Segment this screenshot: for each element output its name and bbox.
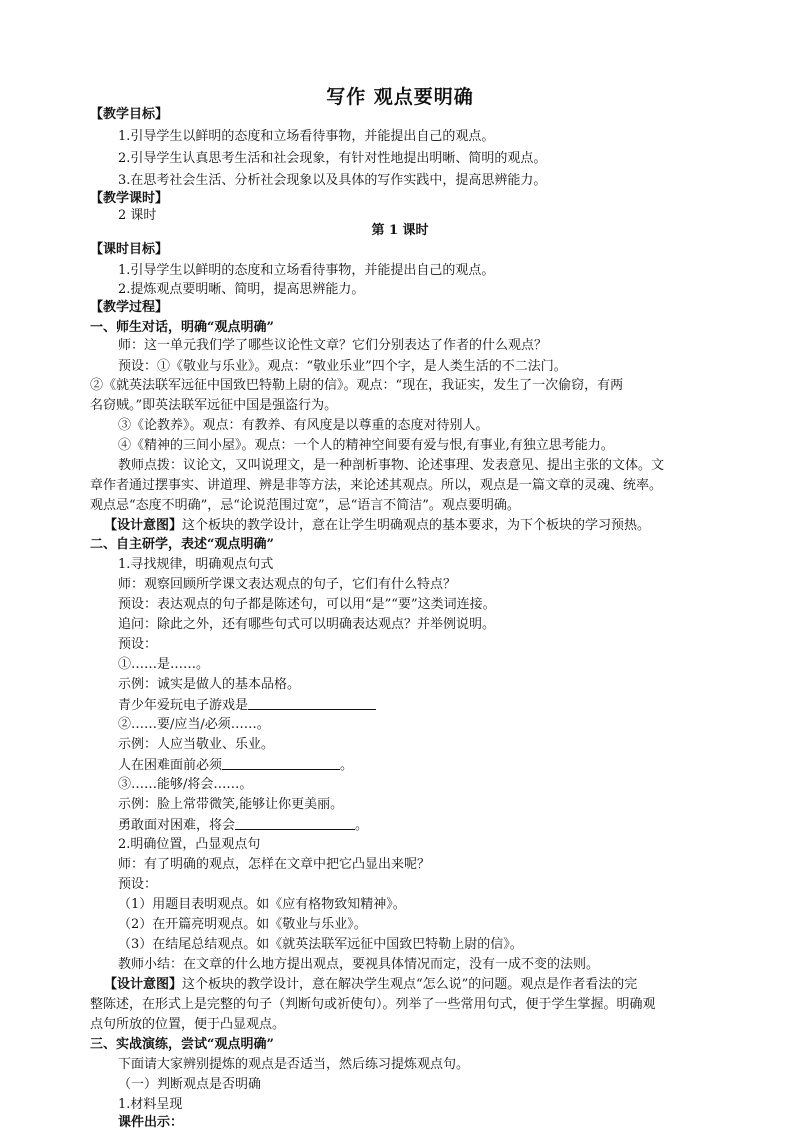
text-line: 追问：除此之外，还有哪些句式可以明确表达观点？并举例说明。	[118, 617, 496, 632]
section-heading: 二、自主研学，表述“观点明确”	[90, 537, 274, 552]
design-text: 这个板块的教学设计，意在解决学生观点“怎么说”的问题。观点是作者看法的完	[182, 977, 638, 992]
text-line: （1）用题目表明观点。如《应有格物致知精神》。	[118, 897, 406, 912]
goals-heading: 【教学目标】	[90, 107, 169, 122]
text-line: 整陈述，在形式上是完整的句子（判断句或祈使句）。列举了一些常用句式，便于学生掌握。明确观	[90, 997, 656, 1012]
design-note	[104, 975, 637, 995]
text-line: ②《就英法联军远征中国致巴特勒上尉的信》。观点：“现在，我证实，发生了一次偷窃，有两	[90, 378, 624, 393]
fill-in-prefix: 青少年爱玩电子游戏是	[118, 698, 249, 713]
answer-blank	[235, 815, 355, 830]
fill-in-prefix: 人在困难面前必须	[118, 758, 223, 773]
text-line: 教师小结：在文章的什么地方提出观点，要视具体情况而定，没有一成不变的法则。	[118, 957, 600, 972]
answer-blank	[222, 755, 340, 770]
fill-in-line	[118, 755, 353, 776]
text-line: 师：有了明确的观点，怎样在文章中把它凸显出来呢？	[118, 857, 431, 872]
text-line: 下面请大家辨别提炼的观点是否适当，然后练习提炼观点句。	[118, 1057, 470, 1072]
lesson-goal-item: 1.引导学生以鲜明的态度和立场看待事物，并能提出自己的观点。	[118, 263, 495, 278]
text-line: 章作者通过摆事实、讲道理、辨是非等方法，来论述其观点。所以，观点是一篇文章的灵魂、统率。	[90, 478, 663, 493]
text-line: （一）判断观点是否明确	[118, 1077, 262, 1092]
text-line: ④《精神的三间小屋》。观点：一个人的精神空间要有爱与恨,有事业,有独立思考能力。	[118, 438, 614, 453]
lesson-goal-item: 2.提炼观点要明晰、简明，提高思辨能力。	[118, 282, 365, 297]
hours-value: 2 课时	[118, 208, 157, 223]
section-heading: 三、实战演练，尝试“观点明确”	[90, 1037, 274, 1052]
example-line: 示例：人应当敬业、乐业。	[118, 737, 275, 752]
goal-item: 1.引导学生以鲜明的态度和立场看待事物，并能提出自己的观点。	[118, 129, 495, 144]
design-note	[104, 516, 650, 536]
goal-item: 2.引导学生认真思考生活和社会现象，有针对性地提出明晰、简明的观点。	[118, 151, 547, 166]
process-heading: 【教学过程】	[90, 300, 169, 315]
text-line: 预设：①《敬业与乐业》。观点：“敬业乐业”四个字，是人类生活的不二法门。	[118, 359, 567, 374]
document-title: 写作 观点要明确	[326, 86, 474, 108]
text-line: （2）在开篇亮明观点。如《敬业与乐业》。	[118, 917, 367, 932]
lesson-goals-heading: 【课时目标】	[90, 242, 169, 257]
text-line: 点句所放的位置，便于凸显观点。	[90, 1017, 286, 1032]
text-line: 预设：	[118, 877, 158, 892]
text-line: （3）在结尾总结观点。如《就英法联军远征中国致巴特勒上尉的信》。	[118, 937, 523, 952]
text-line: 师：这一单元我们学了哪些议论性文章？它们分别表达了作者的什么观点？	[118, 338, 548, 353]
section-heading: 一、师生对话，明确“观点明确”	[90, 320, 274, 335]
answer-blank	[248, 695, 376, 710]
design-label: 【设计意图】	[104, 977, 183, 992]
sentence-pattern: ①……是……。	[118, 657, 210, 672]
sentence-pattern: ③……能够/将会……。	[118, 777, 253, 792]
sentence-pattern: ②……要/应当/必须……。	[118, 717, 270, 732]
goal-item: 3.在思考社会生活、分析社会现象以及具体的写作实践中，提高思辨能力。	[118, 173, 547, 188]
design-label: 【设计意图】	[104, 518, 183, 533]
text-line: 1.寻找规律，明确观点句式	[118, 557, 274, 572]
fill-in-line	[118, 815, 368, 836]
courseware-label: 课件出示：	[118, 1115, 184, 1130]
text-line: 教师点拨：议论文，又叫说理文，是一种剖析事物、论述事理、发表意见、提出主张的文体。文	[118, 458, 665, 473]
fill-in-prefix: 勇敢面对困难，将会	[118, 818, 236, 833]
lesson-title: 第 1 课时	[371, 223, 429, 238]
fill-in-line	[118, 695, 376, 716]
text-line: 预设：	[118, 637, 158, 652]
example-line: 示例：诚实是做人的基本品格。	[118, 677, 301, 692]
fill-in-suffix: 。	[355, 818, 369, 833]
text-line: 1.材料呈现	[118, 1097, 183, 1112]
fill-in-suffix: 。	[340, 758, 354, 773]
text-line: 2.明确位置，凸显观点句	[118, 837, 261, 852]
text-line: 师：观察回顾所学课文表达观点的句子，它们有什么特点？	[118, 577, 457, 592]
design-text: 这个板块的教学设计，意在让学生明确观点的基本要求，为下个板块的学习预热。	[182, 518, 651, 533]
hours-heading: 【教学课时】	[90, 191, 169, 206]
text-line: ③《论教养》。观点：有教养、有风度是以尊重的态度对待别人。	[118, 418, 489, 433]
text-line: 观点忌“态度不明确”，忌“论说范围过宽”，忌“语言不简洁”。观点要明确。	[90, 498, 520, 513]
text-line: 名窃贼。”即英法联军远征中国是强盗行为。	[90, 398, 338, 413]
example-line: 示例：脸上常带微笑,能够让你更美丽。	[118, 797, 344, 812]
text-line: 预设：表达观点的句子都是陈述句，可以用“是”“要”这类词连接。	[118, 597, 496, 612]
